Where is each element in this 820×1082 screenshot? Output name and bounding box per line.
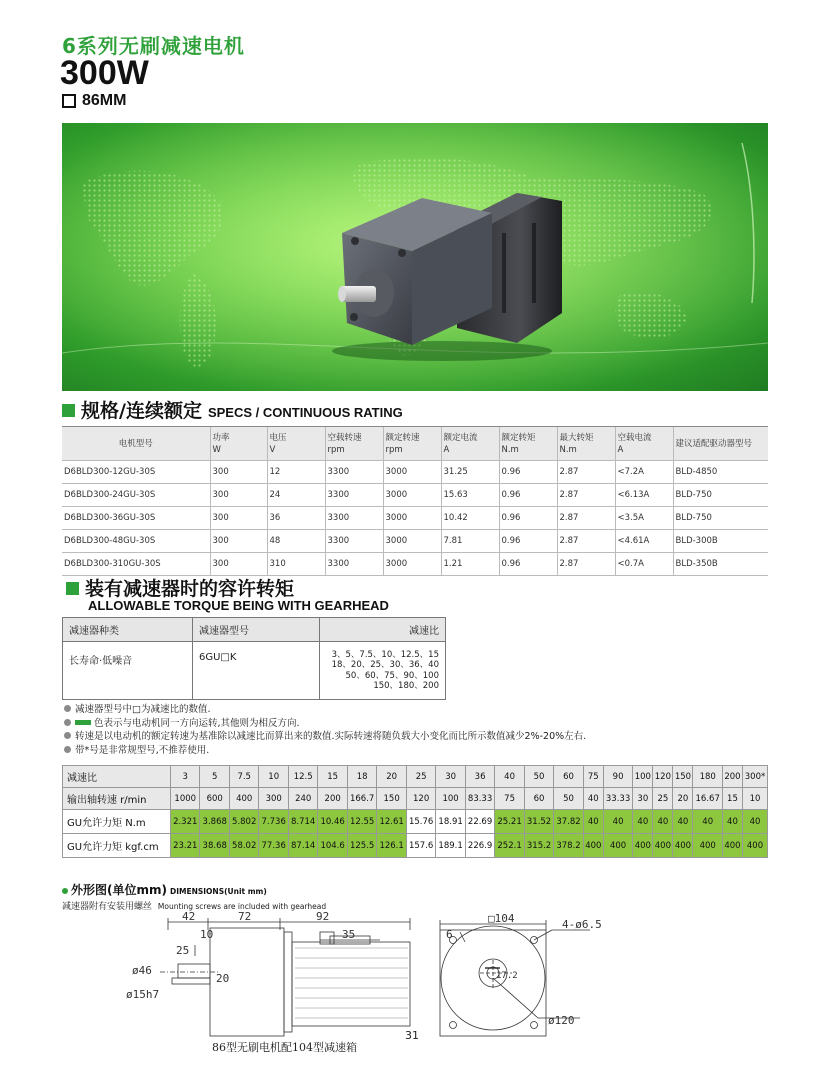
torque-cell: 100 (633, 766, 653, 788)
specs-cell: 0.96 (499, 507, 557, 530)
torque-cell: 15 (722, 788, 742, 810)
torque-cell: 25 (406, 766, 435, 788)
page-number: 31 (405, 1029, 419, 1042)
specs-cell: 0.96 (499, 530, 557, 553)
torque-cell: 40 (653, 810, 673, 834)
specs-cell: <3.5A (615, 507, 673, 530)
dim-label: 6 (446, 928, 453, 941)
specs-cell: 3000 (383, 530, 441, 553)
torque-cell: 12.5 (288, 766, 317, 788)
dim-label: 72 (238, 910, 252, 923)
side-view (160, 918, 410, 1036)
torque-cell: 33.33 (603, 788, 632, 810)
torque-cell: 315.2 (524, 834, 553, 858)
dim-label: 42 (182, 910, 196, 923)
specs-cell: 7.81 (441, 530, 499, 553)
torque-cell: 60 (524, 788, 553, 810)
note-item: 转速是以电动机的额定转速为基准除以减速比而算出来的数值.实际转速将随负载大小变化而比所示数值减少2%-20%左右. (64, 730, 586, 744)
torque-cell: 40 (722, 810, 742, 834)
torque-cell: 400 (653, 834, 673, 858)
torque-cell: 5.802 (229, 810, 258, 834)
dimensions-title (62, 881, 267, 898)
specs-cell: 2.87 (557, 530, 615, 553)
torque-cell: 40 (693, 810, 722, 834)
torque-cell: 90 (603, 766, 632, 788)
specs-cell: 0.96 (499, 461, 557, 484)
torque-cell: 5 (200, 766, 229, 788)
torque-cell: 40 (742, 810, 767, 834)
specs-cell: 2.87 (557, 507, 615, 530)
torque-cell: 7.736 (259, 810, 288, 834)
specs-title-en: SPECS / CONTINUOUS RATING (207, 405, 403, 420)
dimension-labels (126, 910, 602, 1027)
torque-cell: 157.6 (406, 834, 435, 858)
specs-cell: 2.87 (557, 461, 615, 484)
specs-cell: D6BLD300-36GU-30S (62, 507, 210, 530)
specs-cell: 310 (267, 553, 325, 576)
torque-cell: 200 (722, 766, 742, 788)
torque-row-label: GU允许力矩 kgf.cm (63, 834, 171, 858)
note-item: 色表示与电动机同一方向运转,其他则为相反方向. (64, 717, 586, 731)
dim-label: 92 (316, 910, 330, 923)
torque-row-label: 减速比 (63, 766, 171, 788)
torque-cell: 37.82 (554, 810, 583, 834)
torque-cell: 83.33 (465, 788, 494, 810)
specs-row (62, 507, 768, 530)
torque-cell: 400 (693, 834, 722, 858)
specs-cell: BLD-750 (673, 484, 768, 507)
specs-cell: 3300 (325, 461, 383, 484)
torque-cell: 120 (406, 788, 435, 810)
torque-cell: 60 (554, 766, 583, 788)
specs-cell: BLD-4850 (673, 461, 768, 484)
dim-label: 4-ø6.5 (562, 918, 602, 931)
torque-cell: 18 (347, 766, 376, 788)
specs-header-cell: 功率 W (210, 427, 267, 461)
dim-label: ø120 (548, 1014, 575, 1027)
torque-cell: 400 (722, 834, 742, 858)
torque-cell: 240 (288, 788, 317, 810)
gear-section-title (66, 574, 294, 601)
gear-section-subtitle (88, 598, 389, 613)
bullet-icon (64, 719, 71, 726)
specs-header-cell: 额定电流 A (441, 427, 499, 461)
specs-header-cell: 建议适配驱动器型号 (673, 427, 768, 461)
specs-cell: 0.96 (499, 484, 557, 507)
specs-cell: 48 (267, 530, 325, 553)
specs-cell: 300 (210, 507, 267, 530)
note-item: 带*号是非常规型号,不推荐使用. (64, 744, 586, 758)
green-dot-icon (62, 888, 68, 894)
specs-title-cn: 规格/连续额定 (81, 400, 202, 422)
torque-cell: 166.7 (347, 788, 376, 810)
specs-cell: 24 (267, 484, 325, 507)
torque-cell: 252.1 (495, 834, 524, 858)
torque-cell: 40 (603, 810, 632, 834)
power-title: 300W (60, 54, 149, 92)
specs-cell: 3300 (325, 553, 383, 576)
torque-cell: 30 (436, 766, 465, 788)
specs-cell: 31.25 (441, 461, 499, 484)
torque-cell: 400 (673, 834, 693, 858)
torque-cell: 40 (633, 810, 653, 834)
specs-header-cell: 额定转速 rpm (383, 427, 441, 461)
specs-cell: D6BLD300-24GU-30S (62, 484, 210, 507)
specs-cell: 1.21 (441, 553, 499, 576)
specs-cell: 3000 (383, 553, 441, 576)
torque-cell: 226.9 (465, 834, 494, 858)
gear-title-cn: 装有减速器时的容许转矩 (85, 578, 295, 600)
torque-row-label: GU允许力矩 N.m (63, 810, 171, 834)
specs-cell: 12 (267, 461, 325, 484)
torque-cell: 150 (377, 788, 406, 810)
specs-cell: 3300 (325, 507, 383, 530)
torque-cell: 125.5 (347, 834, 376, 858)
gear-ratios-cell (320, 642, 446, 700)
frame-size (62, 92, 126, 110)
specs-cell: 36 (267, 507, 325, 530)
specs-header-cell: 电机型号 (62, 427, 210, 461)
specs-cell: 15.63 (441, 484, 499, 507)
torque-cell: 30 (633, 788, 653, 810)
torque-cell: 50 (554, 788, 583, 810)
torque-cell: 7.5 (229, 766, 258, 788)
torque-cell: 10 (259, 766, 288, 788)
torque-cell: 31.52 (524, 810, 553, 834)
specs-row (62, 553, 768, 576)
gear-type-cell: 长寿命·低噪音 (63, 642, 193, 700)
torque-cell: 300 (259, 788, 288, 810)
specs-header-cell: 空载电流 A (615, 427, 673, 461)
specs-row (62, 484, 768, 507)
torque-cell: 1000 (171, 788, 200, 810)
green-square-icon (66, 582, 79, 595)
notes-list (64, 703, 586, 757)
dim-label: 20 (216, 972, 230, 985)
series-title: 6系列无刷减速电机 (62, 34, 245, 58)
specs-header-row (62, 427, 768, 461)
specs-cell: 300 (210, 553, 267, 576)
torque-cell: 18.91 (436, 810, 465, 834)
specs-cell: D6BLD300-48GU-30S (62, 530, 210, 553)
specs-cell: 3000 (383, 484, 441, 507)
dimensions-sub-cn: 减速器附有安装用螺丝 (62, 902, 153, 912)
specs-cell: 2.87 (557, 484, 615, 507)
torque-cell: 87.14 (288, 834, 317, 858)
torque-cell: 36 (465, 766, 494, 788)
torque-cell: 104.6 (318, 834, 347, 858)
torque-cell: 25.21 (495, 810, 524, 834)
torque-cell: 12.55 (347, 810, 376, 834)
torque-cell: 400 (583, 834, 603, 858)
dim-label: □104 (488, 912, 515, 925)
specs-cell: BLD-350B (673, 553, 768, 576)
specs-cell: 3300 (325, 484, 383, 507)
green-legend-swatch (75, 720, 91, 725)
dim-label: 10 (200, 928, 214, 941)
torque-cell: 3.868 (200, 810, 229, 834)
gear-header-model: 减速器型号 (193, 618, 320, 642)
torque-cell: 400 (603, 834, 632, 858)
specs-header-cell: 最大转矩 N.m (557, 427, 615, 461)
specs-cell: 3000 (383, 461, 441, 484)
specs-row (62, 461, 768, 484)
torque-cell: 40 (495, 766, 524, 788)
torque-cell: 150 (673, 766, 693, 788)
dimensions-sub-en: Mounting screws are included with gearhead (157, 902, 327, 911)
gear-title-en: ALLOWABLE TORQUE BEING WITH GEARHEAD (88, 598, 389, 613)
torque-cell: 50 (524, 766, 553, 788)
ratio-line: 50、60、75、90、100 (345, 670, 439, 681)
product-hero-image (62, 123, 768, 391)
drawing-caption: 86型无刷电机配104型减速箱 (212, 1041, 357, 1054)
torque-cell: 8.714 (288, 810, 317, 834)
torque-cell: 22.69 (465, 810, 494, 834)
torque-cell: 400 (742, 834, 767, 858)
specs-cell: D6BLD300-12GU-30S (62, 461, 210, 484)
bullet-icon (64, 746, 71, 753)
specs-cell: BLD-300B (673, 530, 768, 553)
torque-cell: 75 (583, 766, 603, 788)
torque-cell: 20 (673, 788, 693, 810)
note-item: 减速器型号中□为减速比的数值. (64, 703, 586, 717)
torque-row-label: 输出轴转速 r/min (63, 788, 171, 810)
torque-cell: 3 (171, 766, 200, 788)
torque-cell: 400 (229, 788, 258, 810)
bullet-icon (64, 732, 71, 739)
gear-row (63, 642, 446, 700)
torque-cell: 378.2 (554, 834, 583, 858)
torque-cell: 16.67 (693, 788, 722, 810)
torque-cell: 120 (653, 766, 673, 788)
torque-table (62, 765, 768, 858)
green-square-icon (62, 404, 75, 417)
specs-cell: 300 (210, 530, 267, 553)
torque-cell: 10.46 (318, 810, 347, 834)
specs-header-cell: 额定转矩 N.m (499, 427, 557, 461)
specs-cell: 300 (210, 461, 267, 484)
dimensions-title-en: DIMENSIONS(Unit mm) (169, 887, 267, 896)
torque-cell: 180 (693, 766, 722, 788)
torque-row (63, 810, 768, 834)
specs-table (62, 426, 768, 576)
torque-cell: 300* (742, 766, 767, 788)
torque-row (63, 766, 768, 788)
dim-label: 35 (342, 928, 356, 941)
specs-row (62, 530, 768, 553)
ratio-line: 18、20、25、30、36、40 (331, 660, 439, 670)
torque-cell: 20 (377, 766, 406, 788)
specs-cell: D6BLD300-310GU-30S (62, 553, 210, 576)
torque-cell: 15.76 (406, 810, 435, 834)
specs-cell: <0.7A (615, 553, 673, 576)
torque-cell: 25 (653, 788, 673, 810)
dimension-drawing (120, 910, 750, 1040)
specs-header-cell: 电压 V (267, 427, 325, 461)
specs-cell: 300 (210, 484, 267, 507)
specs-cell: 0.96 (499, 553, 557, 576)
torque-cell: 2.321 (171, 810, 200, 834)
gear-header-type: 减速器种类 (63, 618, 193, 642)
specs-cell: 2.87 (557, 553, 615, 576)
torque-cell: 126.1 (377, 834, 406, 858)
dim-label: ø15h7 (126, 988, 160, 1001)
bullet-icon (64, 705, 71, 712)
dim-label: 17.2 (496, 971, 518, 981)
torque-cell: 400 (633, 834, 653, 858)
gear-header-row (63, 618, 446, 642)
square-icon (62, 94, 76, 108)
torque-cell: 10 (742, 788, 767, 810)
torque-row (63, 834, 768, 858)
torque-cell: 200 (318, 788, 347, 810)
gear-model-cell: 6GU□K (193, 642, 320, 700)
ratio-line: 3、5、7.5、10、12.5、15 (331, 649, 439, 660)
specs-header-cell: 空载转速 rpm (325, 427, 383, 461)
gearhead-table (62, 617, 446, 700)
gear-motor-photo (62, 123, 768, 391)
specs-cell: 10.42 (441, 507, 499, 530)
torque-cell: 58.02 (229, 834, 258, 858)
torque-cell: 75 (495, 788, 524, 810)
torque-cell: 77.36 (259, 834, 288, 858)
torque-cell: 40 (673, 810, 693, 834)
dim-label: ø46 (132, 964, 152, 977)
specs-cell: <6.13A (615, 484, 673, 507)
torque-cell: 12.61 (377, 810, 406, 834)
ratio-line: 150、180、200 (373, 681, 439, 691)
specs-cell: 3000 (383, 507, 441, 530)
torque-cell: 40 (583, 810, 603, 834)
torque-row (63, 788, 768, 810)
specs-cell: <4.61A (615, 530, 673, 553)
specs-section-title (62, 396, 403, 423)
specs-cell: BLD-750 (673, 507, 768, 530)
frame-size-label: 86MM (82, 92, 127, 109)
torque-cell: 189.1 (436, 834, 465, 858)
torque-cell: 15 (318, 766, 347, 788)
torque-cell: 100 (436, 788, 465, 810)
dim-label: 25 (176, 944, 190, 957)
torque-cell: 600 (200, 788, 229, 810)
torque-cell: 23.21 (171, 834, 200, 858)
torque-cell: 38.68 (200, 834, 229, 858)
specs-cell: <7.2A (615, 461, 673, 484)
gear-header-ratio: 减速比 (320, 618, 446, 642)
torque-cell: 40 (583, 788, 603, 810)
specs-cell: 3300 (325, 530, 383, 553)
dimensions-title-cn: 外形图(单位mm) (71, 883, 167, 897)
